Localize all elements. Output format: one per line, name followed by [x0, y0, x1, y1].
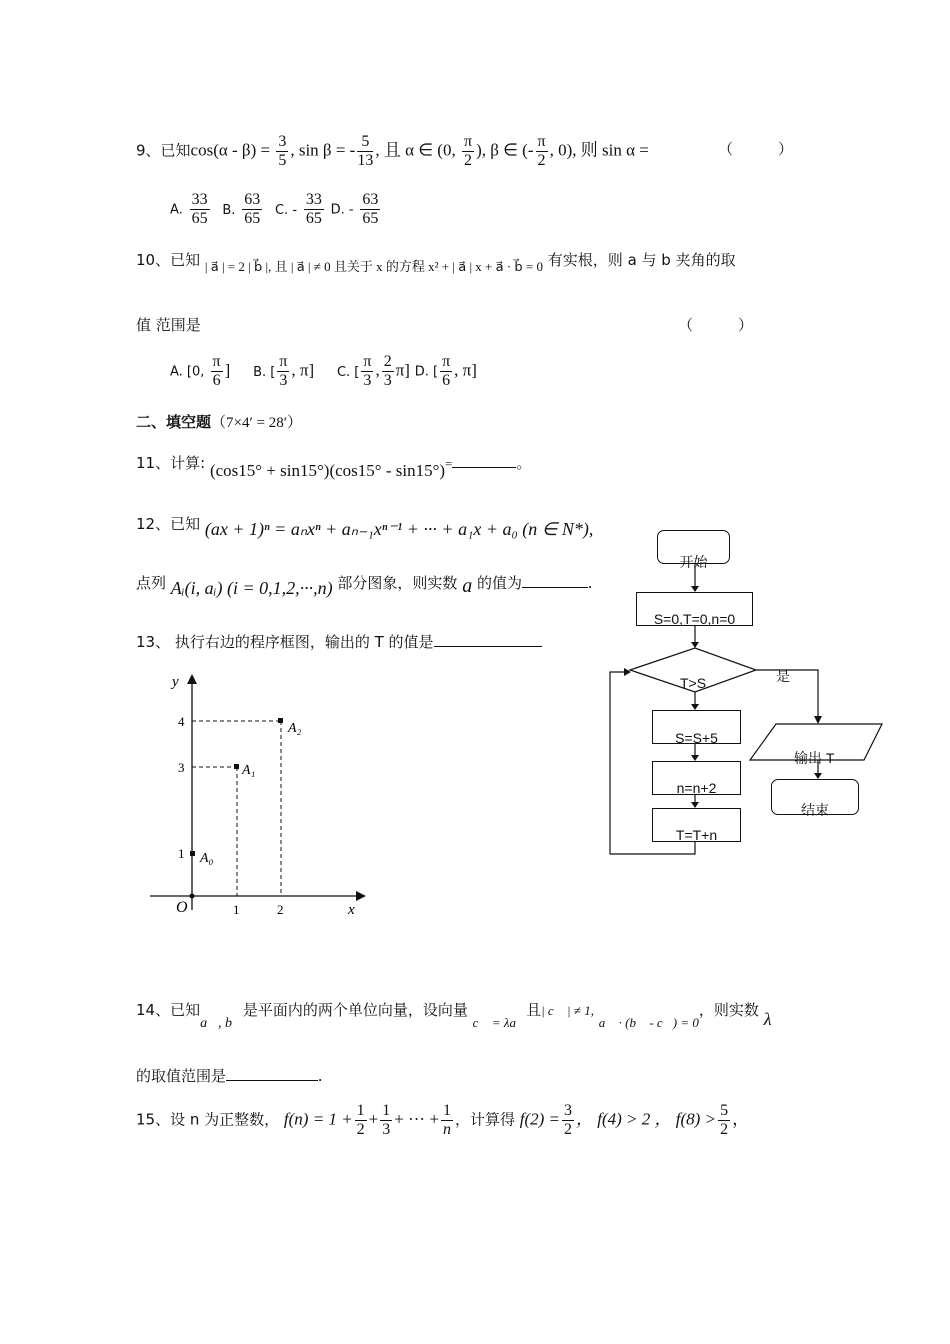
- q10-option-c-mid: ,: [375, 360, 380, 380]
- q10-option-a-frac: $\frac{\pi}{6}$: [212, 353, 221, 389]
- q10-suffix: 有实根，则 a 与 b 夹角的取: [547, 251, 736, 269]
- q15-prefix: 15、设 n 为正整数，: [136, 1110, 280, 1129]
- q9-option-c-label: C. -: [274, 202, 298, 218]
- q14-lambda: λ: [763, 1009, 772, 1029]
- q12-line2-c: 的值为: [476, 574, 522, 592]
- q10-option-c-frac2: $\frac{2}{3}$: [383, 353, 392, 389]
- q11-end: 。: [516, 454, 532, 472]
- q9-option-d: $\frac{63}{65}$: [362, 191, 379, 227]
- q15-plus2: + ··· +: [394, 1109, 439, 1129]
- q10-option-b-frac: $\frac{\pi}{3}$: [279, 353, 288, 389]
- q10-option-a-end: ]: [224, 360, 231, 380]
- q9-prefix: 9、已知: [136, 141, 191, 160]
- q15-r-end: ，: [732, 1109, 750, 1129]
- question-12: [136, 513, 594, 539]
- q10-option-d-frac: $\frac{\pi}{6}$: [442, 353, 451, 389]
- q10-option-c-frac1: $\frac{\pi}{3}$: [363, 353, 372, 389]
- q14-text2: 且: [526, 1001, 542, 1019]
- q10-option-d-end: , π]: [454, 360, 477, 380]
- q10-expr: | a⃗ | = 2 | b⃗ |, 且 | a⃗ | ≠ 0 且关于 x 的方程 x² + | a⃗ | x + a⃗ · b⃗ = 0: [204, 259, 544, 274]
- q12-expr: (ax + 1)ⁿ = aₙxⁿ + aₙ₋₁xⁿ⁻¹ + ··· + a₁x + a₀ (n ∈ N*),: [204, 519, 594, 539]
- q9-frac-3: $\frac{\pi}{2}$: [463, 133, 473, 169]
- q9-option-d-label: D. -: [330, 202, 354, 218]
- q10-prefix: 10、已知: [136, 251, 201, 269]
- q9-answer-paren: （ ）: [718, 140, 794, 158]
- q15-r1-frac: $\frac{3}{2}$: [564, 1102, 573, 1138]
- flow-step2-box: [652, 761, 741, 795]
- x-axis-label: x: [348, 902, 355, 918]
- q12-prefix: 12、已知: [136, 515, 201, 533]
- q12-end: .: [588, 573, 593, 592]
- q11-prefix: 11、计算:: [136, 454, 206, 472]
- flow-end: [771, 779, 859, 819]
- section-2-heading: [136, 412, 302, 433]
- q9-frac-4: $\frac{\pi}{2}$: [537, 133, 546, 169]
- q12-var-a: a: [462, 575, 473, 597]
- x-tick-1: 1: [233, 902, 240, 917]
- y-axis-arrow: [187, 674, 197, 684]
- q9-option-b-label: B.: [222, 202, 236, 218]
- flow-end-label: 结束: [801, 803, 829, 819]
- q10-option-b-label: B. [: [253, 364, 276, 380]
- point-a2: [278, 718, 283, 723]
- question-15: [136, 1102, 749, 1139]
- q12-line2-b: 部分图象，则实数: [337, 574, 458, 592]
- q15-text: ，计算得: [454, 1110, 515, 1129]
- origin-label: O: [176, 899, 188, 916]
- x-axis-arrow: [356, 891, 366, 901]
- q11-eq: =: [445, 456, 453, 471]
- y-tick-4: 4: [178, 714, 185, 729]
- flow-init-label: S=0,T=0,n=0: [653, 611, 736, 627]
- q9-frac-1: $\frac{3}{5}$: [278, 133, 287, 169]
- flow-step2-label: n=n+2: [676, 780, 717, 796]
- flow-step3-box: [652, 808, 741, 842]
- q14-line2-text: 的取值范围是: [136, 1067, 227, 1085]
- q14-prefix: 14、已知: [136, 1001, 201, 1019]
- question-9: [136, 133, 649, 170]
- flow-step3-label: T=T+n: [675, 827, 718, 843]
- y-tick-1: 1: [178, 846, 185, 861]
- question-10: [136, 250, 736, 274]
- q15-r3-frac: $\frac{5}{2}$: [720, 1102, 729, 1138]
- section-2-score: （7×4′ = 28′）: [211, 415, 302, 431]
- q10-option-c-label: C. [: [336, 364, 360, 380]
- q9-expr-b: , sin β = -: [290, 140, 356, 160]
- point-a1: [234, 764, 239, 769]
- q9-option-a: $\frac{33}{65}$: [191, 191, 208, 227]
- question-14: [136, 999, 772, 1031]
- q9-options: [170, 191, 382, 228]
- q9-frac-2: $\frac{5}{13}$: [357, 133, 374, 169]
- q13-answer-blank: [434, 632, 542, 647]
- q14-line2: [136, 1066, 322, 1086]
- q9-option-c: $\frac{33}{65}$: [305, 191, 322, 227]
- q9-expr-a: cos(α - β) =: [190, 140, 275, 160]
- q14-end: .: [318, 1066, 323, 1085]
- flow-yes-label: 是: [776, 668, 790, 684]
- q9-expr-e: , 0), 则 sin α =: [549, 140, 649, 160]
- flow-start-label: 开始: [679, 555, 708, 571]
- q12-line2-expr: Aᵢ(i, aᵢ) (i = 0,1,2,···,n): [170, 578, 333, 598]
- label-a2: A₂: [288, 721, 302, 736]
- q9-option-a-label: A.: [170, 202, 183, 218]
- q9-option-b: $\frac{63}{65}$: [244, 191, 261, 227]
- q14-expr1: c⃗ = λa⃗: [472, 1015, 527, 1030]
- section-2-title: 二、填空题: [136, 413, 212, 431]
- q10-line2: 值 范围是: [136, 316, 201, 334]
- label-a1: A₁: [242, 763, 256, 778]
- q15-r1: f(2) =: [519, 1109, 561, 1129]
- q12-line2: [136, 572, 593, 598]
- coordinate-graph: [140, 670, 370, 920]
- q14-answer-blank: [226, 1066, 318, 1081]
- q14-expr2: | c⃗ | ≠ 1,: [541, 1003, 595, 1018]
- label-a0: A₀: [200, 851, 214, 866]
- flow-condition-label: T>S: [680, 675, 707, 691]
- question-13: [136, 632, 542, 652]
- q14-vars: a⃗, b⃗: [200, 1016, 243, 1031]
- flow-output-label: 输出 T: [794, 750, 835, 766]
- q15-frac-half: $\frac{1}{2}$: [356, 1102, 365, 1138]
- q10-option-c-end: π]: [395, 360, 410, 380]
- origin-dot: [190, 894, 195, 899]
- q15-plus1: +: [368, 1109, 379, 1129]
- flow-start: [657, 530, 730, 571]
- q12-answer-blank: [522, 573, 588, 588]
- q15-frac-n: $\frac{1}{n}$: [442, 1102, 451, 1138]
- question-11: [136, 453, 532, 480]
- flow-init-box: [636, 592, 753, 626]
- q14-expr3: a⃗ · (b⃗ - c⃗) = 0: [598, 1015, 699, 1030]
- q11-expr: (cos15° + sin15°)(cos15° - sin15°): [209, 461, 446, 480]
- q11-answer-blank: [452, 453, 516, 468]
- q10-option-d-label: D. [: [414, 364, 439, 380]
- q12-line2-a: 点列: [136, 574, 167, 592]
- x-tick-2: 2: [277, 902, 284, 917]
- q15-f-expr: f(n) = 1 +: [283, 1109, 353, 1129]
- q10-option-a-label: A. [0,: [170, 364, 209, 380]
- q10-answer-paren: （ ）: [678, 316, 754, 334]
- q14-text3: ，则实数: [698, 1001, 759, 1019]
- y-axis-label: y: [172, 674, 179, 690]
- flow-step1-label: S=S+5: [675, 730, 718, 746]
- q13-text: 13、 执行右边的程序框图，输出的 T 的值是: [136, 633, 434, 651]
- q10-options: [170, 353, 477, 390]
- point-a0: [190, 851, 195, 856]
- q14-text1: 是平面内的两个单位向量，设向量: [242, 1001, 468, 1019]
- q10-option-b-end: , π]: [291, 360, 315, 380]
- y-tick-3: 3: [178, 760, 185, 775]
- q9-expr-d: ), β ∈ (-: [476, 140, 534, 160]
- q15-r2: ， f(4) > 2 ， f(8) >: [576, 1109, 717, 1129]
- q15-frac-third: $\frac{1}{3}$: [382, 1102, 391, 1138]
- q9-expr-c: , 且 α ∈ (0,: [375, 140, 460, 160]
- flow-step1-box: [652, 710, 741, 744]
